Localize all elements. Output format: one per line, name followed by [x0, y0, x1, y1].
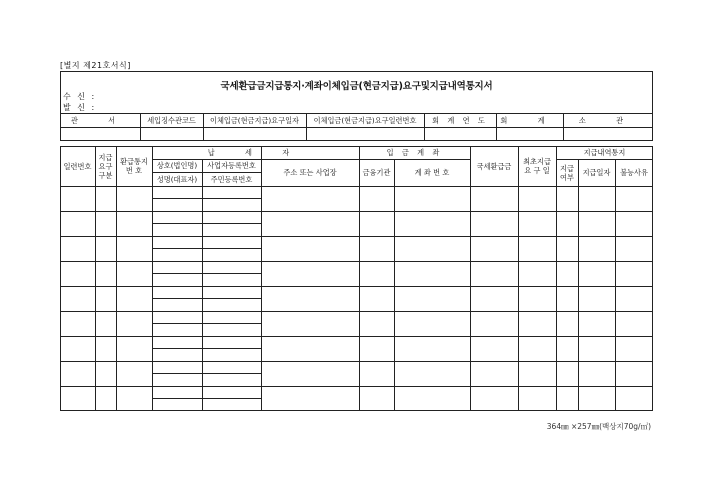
fiscal-year-header: 회 계 연 도: [432, 115, 488, 125]
business-reg-no-header: 사업자등록번호: [207, 161, 256, 170]
recipient-label: 수 신 :: [63, 92, 97, 101]
tax-code-header: 세입징수관코드: [147, 115, 196, 125]
nonpayment-reason-header: 불능사유: [620, 168, 648, 177]
payment-detail-group-header: 지급내역통지: [583, 148, 626, 157]
account-header: 회 계: [500, 115, 559, 125]
representative-name-header: 성명(대표자): [156, 174, 198, 184]
request-serial-header: 이체입금(현금지급)요구일련번호: [313, 115, 417, 125]
payment-request-type-header: 지급 요구 구분: [98, 152, 113, 180]
taxpayer-group-header: 납 세 자: [207, 148, 304, 157]
refund-notice-no-header: 환급통지 번 호: [120, 157, 148, 175]
bank-header: 금융기관: [362, 168, 391, 177]
resident-reg-no-header: 주민등록번호: [210, 174, 253, 184]
paid-flag-header: 지급 여부: [560, 163, 574, 182]
paper-spec-footer: 364㎜ ×257㎜(백상지70g/㎡): [546, 422, 651, 431]
account-no-header: 계 좌 번 호: [414, 168, 450, 177]
payment-date-header: 지급일자: [582, 168, 611, 177]
sender-label: 발 신 :: [63, 103, 97, 112]
refund-amount-header: 국세환급금: [476, 161, 512, 171]
form-title: 국세환급금지급통지·계좌이체입금(현금지급)요구및지급내역통지서: [220, 81, 493, 92]
form-number-label: [별지 제21호서식]: [60, 61, 131, 70]
department-header: 소 관: [578, 115, 638, 125]
deposit-account-group-header: 입 금 계 좌: [386, 148, 443, 157]
office-header: 관 서: [70, 115, 130, 125]
business-name-header: 상호(법인명): [156, 161, 198, 170]
first-payment-date-header: 최초지급 요 구 일: [523, 157, 551, 175]
serial-no-header: 일련번호: [63, 161, 92, 171]
address-header: 주소 또는 사업장: [283, 168, 337, 177]
request-date-header: 이체입금(현금지급)요구일자: [210, 115, 299, 125]
